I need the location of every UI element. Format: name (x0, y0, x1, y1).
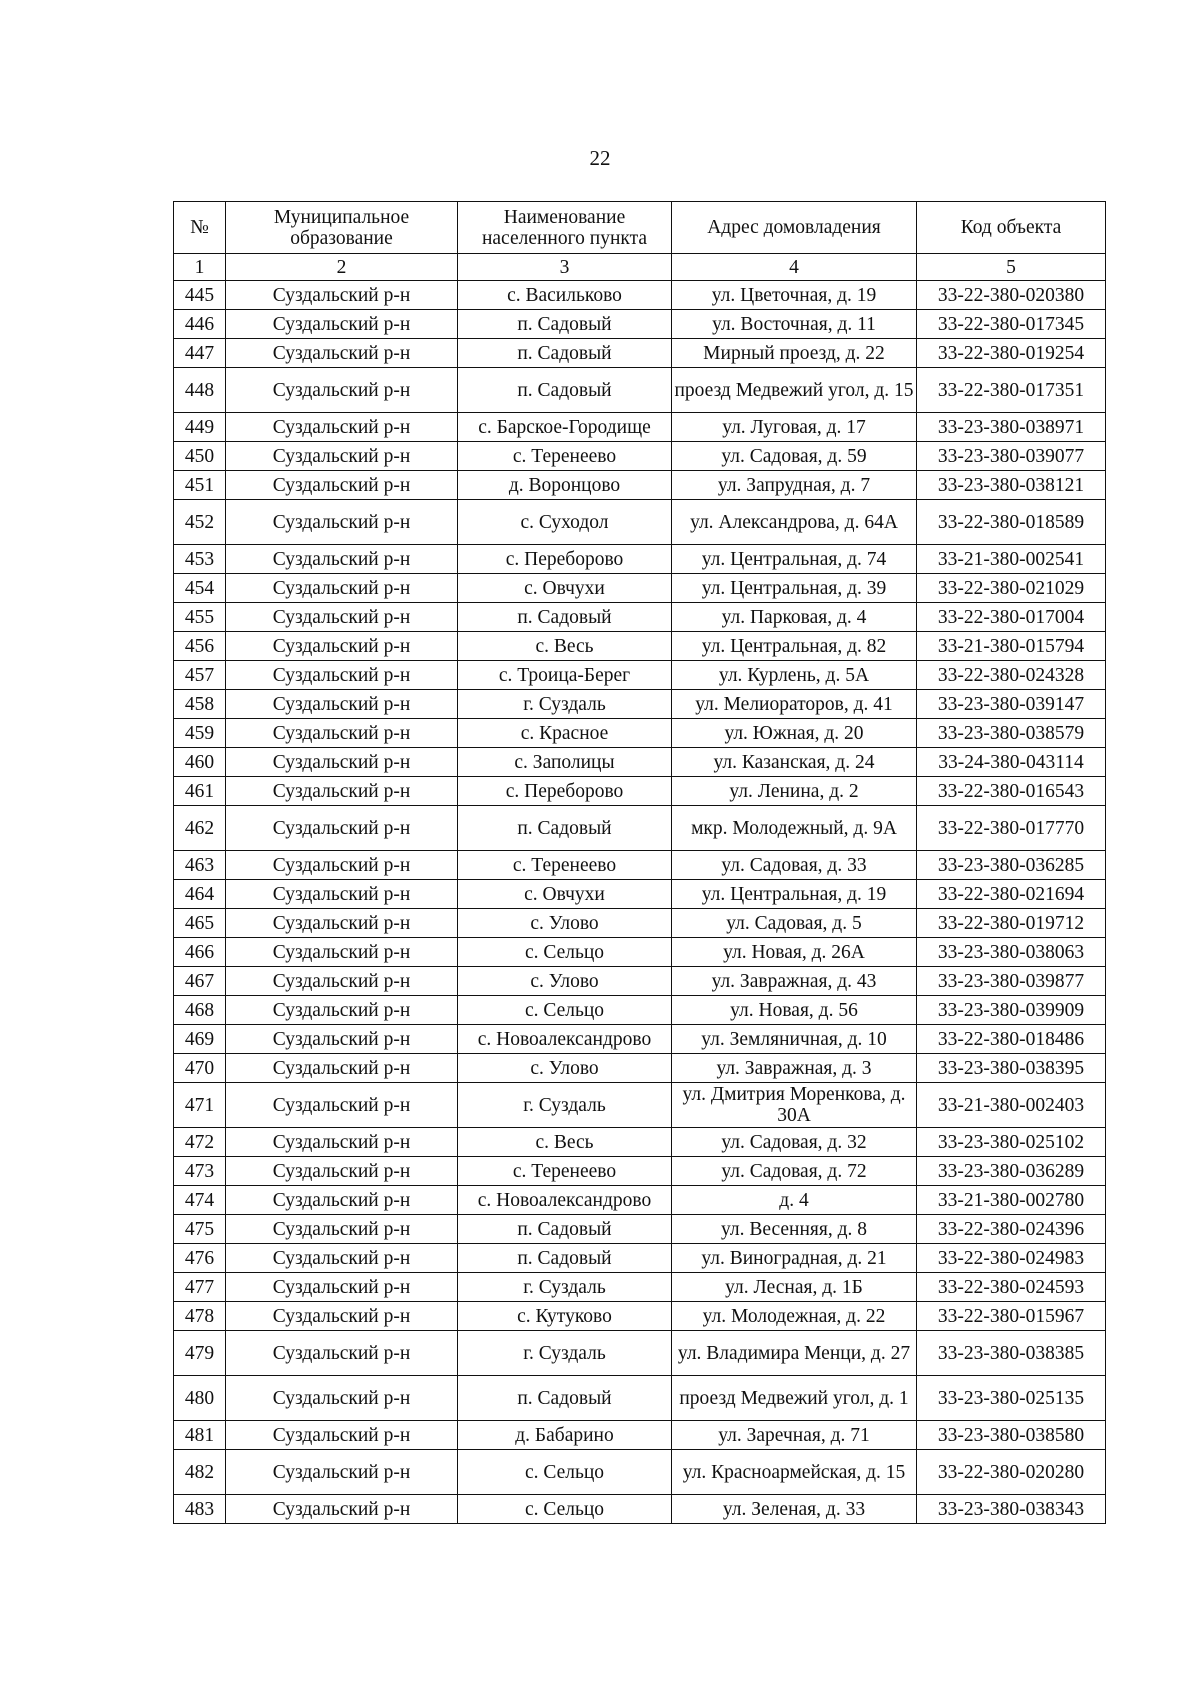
municipality-cell: Суздальский р-н (226, 719, 458, 748)
municipality-cell: Суздальский р-н (226, 500, 458, 545)
address-cell: ул. Красноармейская, д. 15 (672, 1450, 917, 1495)
table-row (174, 339, 1106, 368)
table-row (174, 1331, 1106, 1376)
row-number: 468 (174, 996, 226, 1025)
table-row (174, 1495, 1106, 1524)
municipality-cell: Суздальский р-н (226, 442, 458, 471)
address-cell: ул. Новая, д. 26А (672, 938, 917, 967)
table-row (174, 603, 1106, 632)
municipality-cell: Суздальский р-н (226, 1273, 458, 1302)
row-number: 457 (174, 661, 226, 690)
object-code-cell: 33-23-380-038395 (917, 1054, 1106, 1083)
row-number: 454 (174, 574, 226, 603)
row-number: 460 (174, 748, 226, 777)
address-cell: ул. Молодежная, д. 22 (672, 1302, 917, 1331)
object-code-cell: 33-22-380-018589 (917, 500, 1106, 545)
object-code-cell: 33-22-380-018486 (917, 1025, 1106, 1054)
municipality-cell: Суздальский р-н (226, 1450, 458, 1495)
address-cell: ул. Парковая, д. 4 (672, 603, 917, 632)
table-row (174, 1157, 1106, 1186)
municipality-cell: Суздальский р-н (226, 690, 458, 719)
table-row (174, 1186, 1106, 1215)
municipality-cell: Суздальский р-н (226, 632, 458, 661)
table-row (174, 1450, 1106, 1495)
municipality-cell: Суздальский р-н (226, 938, 458, 967)
object-code-cell: 33-22-380-019254 (917, 339, 1106, 368)
object-code-cell: 33-22-380-020280 (917, 1450, 1106, 1495)
table-row (174, 442, 1106, 471)
municipality-cell: Суздальский р-н (226, 909, 458, 938)
address-cell: ул. Центральная, д. 82 (672, 632, 917, 661)
table-row (174, 719, 1106, 748)
object-code-cell: 33-23-380-038971 (917, 413, 1106, 442)
row-number: 456 (174, 632, 226, 661)
object-code-cell: 33-22-380-024983 (917, 1244, 1106, 1273)
object-code-cell: 33-23-380-025102 (917, 1128, 1106, 1157)
address-cell: ул. Земляничная, д. 10 (672, 1025, 917, 1054)
municipality-cell: Суздальский р-н (226, 368, 458, 413)
table-row (174, 880, 1106, 909)
address-cell: ул. Мелиораторов, д. 41 (672, 690, 917, 719)
address-cell: ул. Виноградная, д. 21 (672, 1244, 917, 1273)
table-row (174, 1244, 1106, 1273)
column-number: 1 (174, 254, 226, 281)
table-row (174, 996, 1106, 1025)
address-cell: ул. Дмитрия Моренкова, д. 30А (672, 1083, 917, 1128)
table-row (174, 413, 1106, 442)
locality-cell: г. Суздаль (458, 690, 672, 719)
address-cell: проезд Медвежий угол, д. 15 (672, 368, 917, 413)
object-code-cell: 33-22-380-021694 (917, 880, 1106, 909)
object-code-cell: 33-21-380-002403 (917, 1083, 1106, 1128)
municipality-cell: Суздальский р-н (226, 1376, 458, 1421)
locality-cell: с. Заполицы (458, 748, 672, 777)
locality-cell: с. Овчухи (458, 574, 672, 603)
row-number: 475 (174, 1215, 226, 1244)
header-row (174, 202, 1106, 254)
locality-cell: п. Садовый (458, 368, 672, 413)
row-number: 459 (174, 719, 226, 748)
locality-cell: с. Сельцо (458, 1495, 672, 1524)
locality-cell: д. Воронцово (458, 471, 672, 500)
table-row (174, 471, 1106, 500)
column-number: 4 (672, 254, 917, 281)
table-row (174, 1083, 1106, 1128)
address-cell: проезд Медвежий угол, д. 1 (672, 1376, 917, 1421)
municipality-cell: Суздальский р-н (226, 1244, 458, 1273)
locality-cell: д. Бабарино (458, 1421, 672, 1450)
registry-table (173, 201, 1106, 1524)
locality-cell: с. Барское-Городище (458, 413, 672, 442)
address-cell: ул. Садовая, д. 33 (672, 851, 917, 880)
table-row (174, 748, 1106, 777)
address-cell: ул. Цветочная, д. 19 (672, 281, 917, 310)
table-row (174, 545, 1106, 574)
row-number: 465 (174, 909, 226, 938)
object-code-cell: 33-23-380-038580 (917, 1421, 1106, 1450)
address-cell: д. 4 (672, 1186, 917, 1215)
locality-cell: с. Улово (458, 909, 672, 938)
municipality-cell: Суздальский р-н (226, 1331, 458, 1376)
object-code-cell: 33-23-380-039877 (917, 967, 1106, 996)
locality-cell: с. Улово (458, 1054, 672, 1083)
object-code-cell: 33-24-380-043114 (917, 748, 1106, 777)
table-header (174, 202, 1106, 281)
address-cell: ул. Луговая, д. 17 (672, 413, 917, 442)
table-row (174, 661, 1106, 690)
municipality-cell: Суздальский р-н (226, 748, 458, 777)
row-number: 480 (174, 1376, 226, 1421)
row-number: 472 (174, 1128, 226, 1157)
municipality-cell: Суздальский р-н (226, 545, 458, 574)
object-code-cell: 33-22-380-017770 (917, 806, 1106, 851)
table-row (174, 909, 1106, 938)
object-code-cell: 33-23-380-038579 (917, 719, 1106, 748)
table-body (174, 281, 1106, 1524)
column-number: 3 (458, 254, 672, 281)
object-code-cell: 33-22-380-021029 (917, 574, 1106, 603)
address-cell: ул. Заречная, д. 71 (672, 1421, 917, 1450)
header-address: Адрес домовладения (672, 202, 917, 254)
locality-cell: с. Овчухи (458, 880, 672, 909)
address-cell: ул. Курлень, д. 5А (672, 661, 917, 690)
row-number: 461 (174, 777, 226, 806)
row-number: 450 (174, 442, 226, 471)
header-locality: Наименование населенного пункта (458, 202, 672, 254)
row-number: 473 (174, 1157, 226, 1186)
locality-cell: с. Красное (458, 719, 672, 748)
locality-cell: п. Садовый (458, 1244, 672, 1273)
page-number: 22 (589, 146, 611, 170)
table-row (174, 574, 1106, 603)
address-cell: ул. Весенняя, д. 8 (672, 1215, 917, 1244)
municipality-cell: Суздальский р-н (226, 339, 458, 368)
object-code-cell: 33-22-380-024396 (917, 1215, 1106, 1244)
municipality-cell: Суздальский р-н (226, 967, 458, 996)
header-object-code: Код объекта (917, 202, 1106, 254)
row-number: 478 (174, 1302, 226, 1331)
address-cell: ул. Лесная, д. 1Б (672, 1273, 917, 1302)
row-number: 481 (174, 1421, 226, 1450)
address-cell: ул. Центральная, д. 74 (672, 545, 917, 574)
municipality-cell: Суздальский р-н (226, 777, 458, 806)
locality-cell: г. Суздаль (458, 1331, 672, 1376)
table-row (174, 1025, 1106, 1054)
locality-cell: с. Переборово (458, 777, 672, 806)
municipality-cell: Суздальский р-н (226, 281, 458, 310)
row-number: 462 (174, 806, 226, 851)
row-number: 470 (174, 1054, 226, 1083)
table-row (174, 310, 1106, 339)
row-number: 458 (174, 690, 226, 719)
row-number: 455 (174, 603, 226, 632)
locality-cell: с. Новоалександрово (458, 1186, 672, 1215)
table-row (174, 690, 1106, 719)
municipality-cell: Суздальский р-н (226, 996, 458, 1025)
locality-cell: п. Садовый (458, 1376, 672, 1421)
locality-cell: с. Суходол (458, 500, 672, 545)
object-code-cell: 33-22-380-017004 (917, 603, 1106, 632)
municipality-cell: Суздальский р-н (226, 1302, 458, 1331)
object-code-cell: 33-23-380-039147 (917, 690, 1106, 719)
object-code-cell: 33-23-380-038063 (917, 938, 1106, 967)
municipality-cell: Суздальский р-н (226, 880, 458, 909)
municipality-cell: Суздальский р-н (226, 310, 458, 339)
row-number: 479 (174, 1331, 226, 1376)
row-number: 466 (174, 938, 226, 967)
object-code-cell: 33-22-380-017351 (917, 368, 1106, 413)
address-cell: ул. Запрудная, д. 7 (672, 471, 917, 500)
locality-cell: с. Сельцо (458, 996, 672, 1025)
header-number: № (174, 202, 226, 254)
locality-cell: с. Весь (458, 632, 672, 661)
table-row (174, 1215, 1106, 1244)
municipality-cell: Суздальский р-н (226, 851, 458, 880)
table-row (174, 938, 1106, 967)
object-code-cell: 33-22-380-016543 (917, 777, 1106, 806)
table-row (174, 967, 1106, 996)
municipality-cell: Суздальский р-н (226, 806, 458, 851)
column-number: 5 (917, 254, 1106, 281)
address-cell: ул. Садовая, д. 5 (672, 909, 917, 938)
locality-cell: с. Новоалександрово (458, 1025, 672, 1054)
row-number: 449 (174, 413, 226, 442)
locality-cell: с. Сельцо (458, 938, 672, 967)
table-row (174, 1128, 1106, 1157)
locality-cell: с. Улово (458, 967, 672, 996)
object-code-cell: 33-23-380-036289 (917, 1157, 1106, 1186)
object-code-cell: 33-21-380-015794 (917, 632, 1106, 661)
locality-cell: с. Теренеево (458, 851, 672, 880)
row-number: 448 (174, 368, 226, 413)
address-cell: ул. Завражная, д. 43 (672, 967, 917, 996)
object-code-cell: 33-23-380-038121 (917, 471, 1106, 500)
address-cell: ул. Восточная, д. 11 (672, 310, 917, 339)
municipality-cell: Суздальский р-н (226, 471, 458, 500)
object-code-cell: 33-23-380-039909 (917, 996, 1106, 1025)
locality-cell: с. Переборово (458, 545, 672, 574)
address-cell: мкр. Молодежный, д. 9А (672, 806, 917, 851)
row-number: 474 (174, 1186, 226, 1215)
row-number: 476 (174, 1244, 226, 1273)
locality-cell: с. Васильково (458, 281, 672, 310)
table-row (174, 1273, 1106, 1302)
address-cell: ул. Казанская, д. 24 (672, 748, 917, 777)
municipality-cell: Суздальский р-н (226, 1186, 458, 1215)
object-code-cell: 33-22-380-015967 (917, 1302, 1106, 1331)
address-cell: ул. Александрова, д. 64А (672, 500, 917, 545)
column-number-row (174, 254, 1106, 281)
object-code-cell: 33-23-380-038385 (917, 1331, 1106, 1376)
object-code-cell: 33-23-380-038343 (917, 1495, 1106, 1524)
locality-cell: с. Весь (458, 1128, 672, 1157)
locality-cell: г. Суздаль (458, 1083, 672, 1128)
row-number: 453 (174, 545, 226, 574)
locality-cell: п. Садовый (458, 339, 672, 368)
address-cell: ул. Южная, д. 20 (672, 719, 917, 748)
address-cell: ул. Зеленая, д. 33 (672, 1495, 917, 1524)
locality-cell: п. Садовый (458, 310, 672, 339)
object-code-cell: 33-22-380-020380 (917, 281, 1106, 310)
municipality-cell: Суздальский р-н (226, 603, 458, 632)
object-code-cell: 33-22-380-024328 (917, 661, 1106, 690)
address-cell: ул. Садовая, д. 59 (672, 442, 917, 471)
municipality-cell: Суздальский р-н (226, 1128, 458, 1157)
municipality-cell: Суздальский р-н (226, 413, 458, 442)
header-municipality: Муниципальное образование (226, 202, 458, 254)
object-code-cell: 33-23-380-036285 (917, 851, 1106, 880)
address-cell: ул. Завражная, д. 3 (672, 1054, 917, 1083)
column-number: 2 (226, 254, 458, 281)
locality-cell: с. Сельцо (458, 1450, 672, 1495)
table-row (174, 1302, 1106, 1331)
address-cell: Мирный проезд, д. 22 (672, 339, 917, 368)
municipality-cell: Суздальский р-н (226, 1025, 458, 1054)
object-code-cell: 33-21-380-002780 (917, 1186, 1106, 1215)
row-number: 446 (174, 310, 226, 339)
table-row (174, 851, 1106, 880)
locality-cell: п. Садовый (458, 1215, 672, 1244)
row-number: 447 (174, 339, 226, 368)
municipality-cell: Суздальский р-н (226, 1054, 458, 1083)
table-row (174, 1376, 1106, 1421)
table-row (174, 281, 1106, 310)
municipality-cell: Суздальский р-н (226, 1157, 458, 1186)
address-cell: ул. Владимира Менци, д. 27 (672, 1331, 917, 1376)
locality-cell: с. Кутуково (458, 1302, 672, 1331)
table-row (174, 500, 1106, 545)
address-cell: ул. Центральная, д. 39 (672, 574, 917, 603)
municipality-cell: Суздальский р-н (226, 1083, 458, 1128)
row-number: 452 (174, 500, 226, 545)
locality-cell: с. Теренеево (458, 1157, 672, 1186)
row-number: 451 (174, 471, 226, 500)
row-number: 483 (174, 1495, 226, 1524)
row-number: 482 (174, 1450, 226, 1495)
row-number: 445 (174, 281, 226, 310)
object-code-cell: 33-23-380-025135 (917, 1376, 1106, 1421)
address-cell: ул. Новая, д. 56 (672, 996, 917, 1025)
locality-cell: п. Садовый (458, 806, 672, 851)
municipality-cell: Суздальский р-н (226, 574, 458, 603)
municipality-cell: Суздальский р-н (226, 1421, 458, 1450)
table-row (174, 368, 1106, 413)
address-cell: ул. Садовая, д. 32 (672, 1128, 917, 1157)
row-number: 467 (174, 967, 226, 996)
locality-cell: г. Суздаль (458, 1273, 672, 1302)
locality-cell: с. Троица-Берег (458, 661, 672, 690)
municipality-cell: Суздальский р-н (226, 661, 458, 690)
table-row (174, 632, 1106, 661)
object-code-cell: 33-22-380-024593 (917, 1273, 1106, 1302)
address-cell: ул. Центральная, д. 19 (672, 880, 917, 909)
row-number: 469 (174, 1025, 226, 1054)
address-cell: ул. Ленина, д. 2 (672, 777, 917, 806)
object-code-cell: 33-22-380-019712 (917, 909, 1106, 938)
table-row (174, 1421, 1106, 1450)
locality-cell: п. Садовый (458, 603, 672, 632)
row-number: 471 (174, 1083, 226, 1128)
municipality-cell: Суздальский р-н (226, 1215, 458, 1244)
table-row (174, 1054, 1106, 1083)
locality-cell: с. Теренеево (458, 442, 672, 471)
row-number: 463 (174, 851, 226, 880)
table-row (174, 806, 1106, 851)
table-row (174, 777, 1106, 806)
address-cell: ул. Садовая, д. 72 (672, 1157, 917, 1186)
object-code-cell: 33-21-380-002541 (917, 545, 1106, 574)
row-number: 477 (174, 1273, 226, 1302)
object-code-cell: 33-22-380-017345 (917, 310, 1106, 339)
object-code-cell: 33-23-380-039077 (917, 442, 1106, 471)
municipality-cell: Суздальский р-н (226, 1495, 458, 1524)
row-number: 464 (174, 880, 226, 909)
